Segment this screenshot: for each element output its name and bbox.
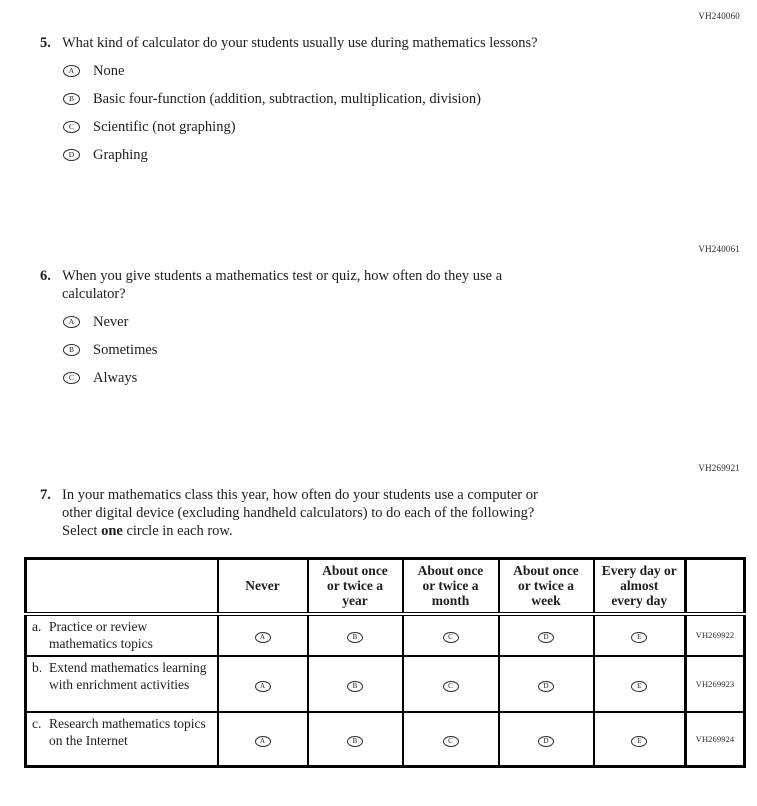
select-instruction: Select one circle in each row. <box>62 523 233 539</box>
header-once-twice-year: About once or twice a year <box>308 559 403 614</box>
cell-b-month <box>403 656 499 712</box>
question-6-number: 6. <box>40 268 51 284</box>
question-5-text: What kind of calculator do your students usually use during mathematics lessons? <box>62 35 538 51</box>
item-code-q5: VH240060 <box>698 11 740 21</box>
question-7-text: In your mathematics class this year, how often do your students use a computer or other digital device (excluding handheld calculators) to do each of the following? Select one circle in each row. <box>62 487 538 539</box>
answer-bubble-c[interactable]: C <box>63 372 80 384</box>
q5-option-scientific <box>63 118 757 136</box>
q6-option-never <box>63 313 757 331</box>
answer-bubble-b[interactable]: B <box>63 344 80 356</box>
header-once-twice-month: About once or twice a month <box>403 559 499 614</box>
q5-option-graphing <box>63 146 757 164</box>
answer-bubble-b[interactable]: B <box>347 681 363 692</box>
cell-a-never <box>218 614 308 656</box>
item-code-row-a: VH269922 <box>686 614 745 656</box>
answer-bubble-d[interactable]: D <box>538 736 554 747</box>
question-5 <box>40 34 757 52</box>
question-6-text: When you give students a mathematics test or quiz, how often do they use a calculator? <box>62 268 503 302</box>
answer-bubble-d[interactable]: D <box>63 149 80 161</box>
header-never: Never <box>218 559 308 614</box>
answer-bubble-c[interactable]: C <box>443 681 459 692</box>
question-5-number: 5. <box>40 35 51 51</box>
question-7-number: 7. <box>40 487 51 503</box>
header-every-day: Every day or almost every day <box>594 559 686 614</box>
table-row-research <box>26 712 745 767</box>
question-5-section <box>0 10 757 174</box>
table-row-practice <box>26 614 745 656</box>
row-label-b: b. Extend mathematics learning with enrichment activities <box>26 656 218 712</box>
header-code-blank <box>686 559 745 614</box>
cell-c-everyday <box>594 712 686 767</box>
question-5-options <box>63 62 757 164</box>
q6-option-always <box>63 369 757 387</box>
answer-bubble-c[interactable]: C <box>443 632 459 643</box>
answer-bubble-a[interactable]: A <box>63 65 80 77</box>
cell-a-everyday <box>594 614 686 656</box>
option-label: Graphing <box>93 146 148 163</box>
header-once-twice-week: About once or twice a week <box>499 559 594 614</box>
q6-option-sometimes <box>63 341 757 359</box>
option-label: Scientific (not graphing) <box>93 118 236 135</box>
answer-bubble-e[interactable]: E <box>631 632 647 643</box>
answer-bubble-c[interactable]: C <box>63 121 80 133</box>
cell-b-never <box>218 656 308 712</box>
q5-option-basic <box>63 90 757 108</box>
item-code-q6: VH240061 <box>698 244 740 254</box>
cell-c-week <box>499 712 594 767</box>
answer-bubble-b[interactable]: B <box>63 93 80 105</box>
question-6-section <box>0 243 757 397</box>
row-label-a: a. Practice or review mathematics topics <box>26 614 218 656</box>
question-6 <box>40 267 757 303</box>
answer-bubble-d[interactable]: D <box>538 681 554 692</box>
table-row-extend <box>26 656 745 712</box>
question-6-options <box>63 313 757 387</box>
cell-a-week <box>499 614 594 656</box>
answer-bubble-a[interactable]: A <box>255 632 271 643</box>
option-label: None <box>93 62 125 79</box>
table-header-row <box>26 559 745 614</box>
row-label-c: c. Research mathematics topics on the Internet <box>26 712 218 767</box>
cell-c-never <box>218 712 308 767</box>
answer-bubble-a[interactable]: A <box>255 681 271 692</box>
cell-c-year <box>308 712 403 767</box>
answer-bubble-a[interactable]: A <box>255 736 271 747</box>
answer-bubble-c[interactable]: C <box>443 736 459 747</box>
cell-b-year <box>308 656 403 712</box>
q5-option-none <box>63 62 757 80</box>
option-label: Basic four-function (addition, subtraction, multiplication, division) <box>93 90 481 107</box>
answer-bubble-e[interactable]: E <box>631 681 647 692</box>
answer-bubble-a[interactable]: A <box>63 316 80 328</box>
cell-a-year <box>308 614 403 656</box>
option-label: Sometimes <box>93 341 158 358</box>
option-label: Always <box>93 369 138 386</box>
frequency-table <box>24 557 746 768</box>
item-code-row-b: VH269923 <box>686 656 745 712</box>
question-7-section <box>0 462 757 768</box>
answer-bubble-b[interactable]: B <box>347 632 363 643</box>
cell-a-month <box>403 614 499 656</box>
item-code-q7: VH269921 <box>698 463 740 473</box>
answer-bubble-b[interactable]: B <box>347 736 363 747</box>
item-code-row-c: VH269924 <box>686 712 745 767</box>
cell-c-month <box>403 712 499 767</box>
question-7 <box>40 486 757 540</box>
option-label: Never <box>93 313 129 330</box>
answer-bubble-e[interactable]: E <box>631 736 647 747</box>
cell-b-everyday <box>594 656 686 712</box>
answer-bubble-d[interactable]: D <box>538 632 554 643</box>
header-blank <box>26 559 218 614</box>
cell-b-week <box>499 656 594 712</box>
response-matrix <box>24 557 757 768</box>
